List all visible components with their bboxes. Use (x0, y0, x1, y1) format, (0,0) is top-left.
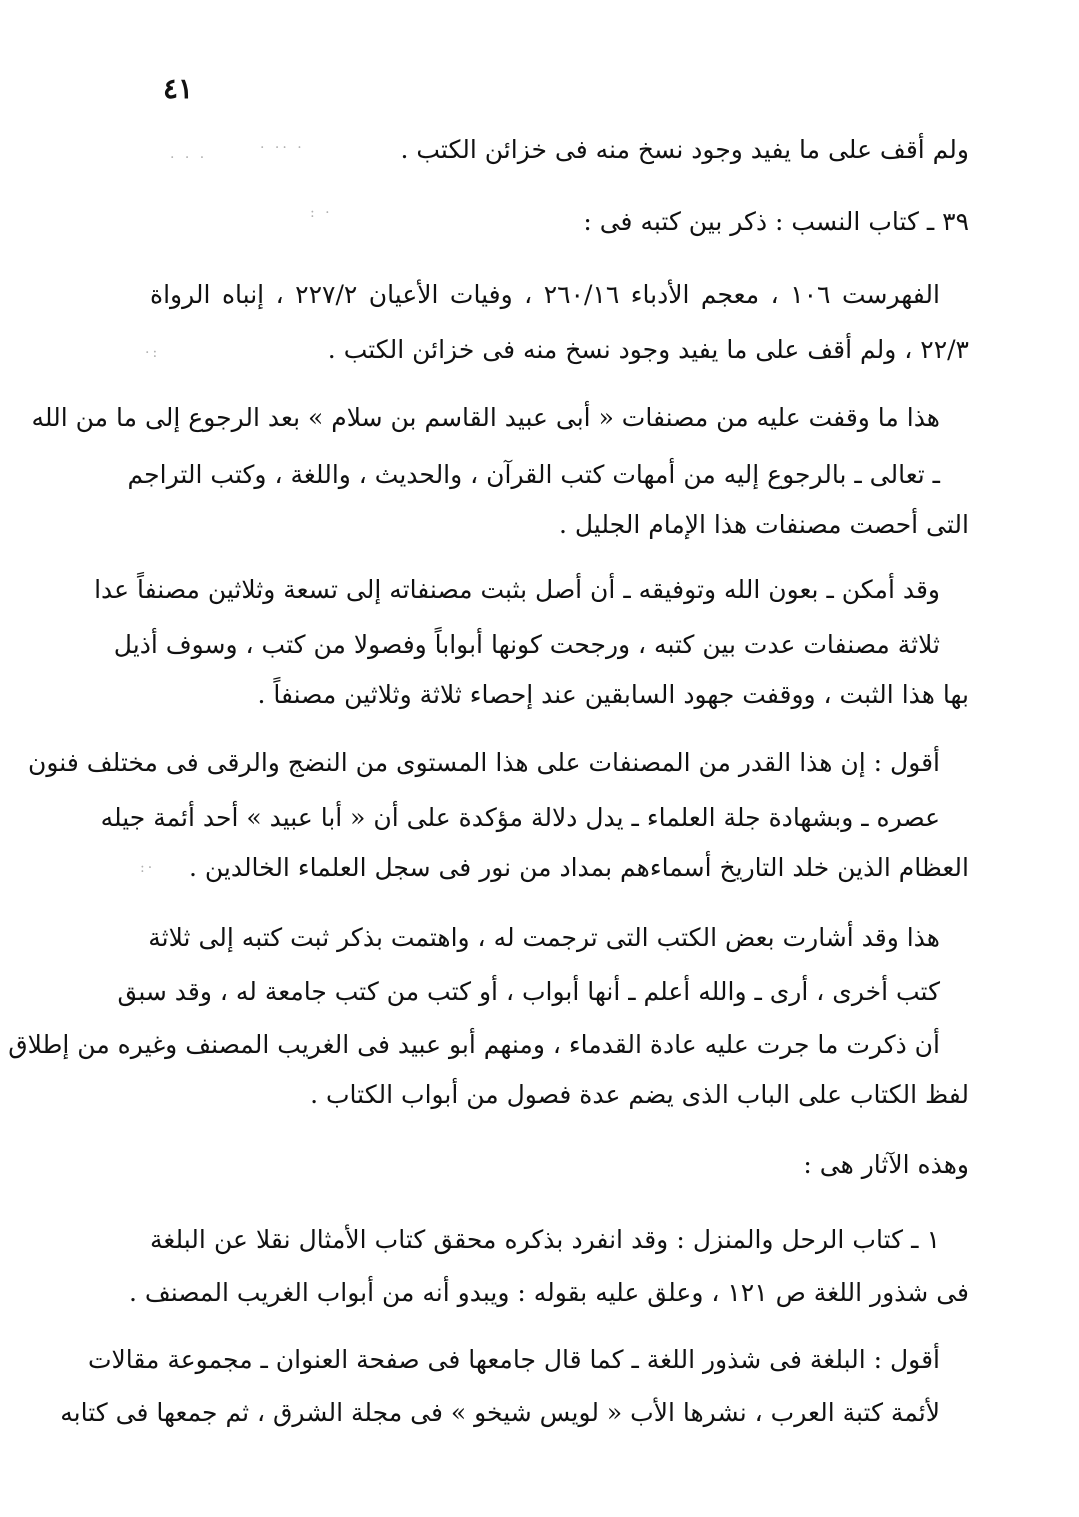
text-line: العظام الذين خلد التاريخ أسماءهم بمداد من نور فى سجل العلماء الخالدين . (188, 853, 969, 882)
text-line: فى شذور اللغة ص ١٢١ ، وعلق عليه بقوله : ويبدو أنه من أبواب الغريب المصنف . (128, 1278, 969, 1307)
text-line: وقد أمكن ـ بعون الله وتوفيقه ـ أن أصل بثبت مصنفاته إلى تسعة وثلاثين مصنفاً عدا (94, 575, 940, 604)
page-number: ٤١ (163, 72, 194, 105)
text-line: ٣٩ ـ كتاب النسب : ذكر بين كتبه فى : (583, 207, 969, 236)
text-line: أقول : البلغة فى شذور اللغة ـ كما قال جامعها فى صفحة العنوان ـ مجموعة مقالات (87, 1345, 940, 1374)
text-line: هذا ما وقفت عليه من مصنفات « أبى عبيد القاسم بن سلام » بعد الرجوع إلى ما من الله (31, 403, 940, 432)
text-line: بها هذا الثبت ، ووقفت جهود السابقين عند إحصاء ثلاثة وثلاثين مصنفاً . (257, 680, 969, 709)
text-line: كتب أخرى ، أرى ـ والله أعلم ـ أنها أبواب ، أو كتب من كتب جامعة له ، وقد سبق (117, 977, 940, 1006)
text-line: لفظ الكتاب على الباب الذى يضم عدة فصول من أبواب الكتاب . (310, 1080, 969, 1109)
text-line: ـ تعالى ـ بالرجوع إليه من أمهات كتب القرآن ، والحديث ، واللغة ، وكتب التراجم (127, 460, 940, 489)
text-line: لأئمة كتبة العرب ، نشرها الأب « لويس شيخو » فى مجلة الشرق ، ثم جمعها فى كتابه (60, 1398, 940, 1427)
scan-speck: ·: (145, 345, 161, 361)
text-line: أن ذكرت ما جرت عليه عادة القدماء ، ومنهم أبو عبيد فى الغريب المصنف وغيره من إطلاق (8, 1030, 940, 1059)
text-line: الفهرست ١٠٦ ، معجم الأدباء ٢٦٠/١٦ ، وفيات الأعيان ٢٢٧/٢ ، إنباه الرواة (150, 280, 940, 309)
scan-speck: :· (140, 860, 156, 876)
text-line: هذا وقد أشارت بعض الكتب التى ترجمت له ، واهتمت بذكر ثبت كتبه إلى ثلاثة (148, 923, 940, 952)
text-line: وهذه الآثار هى : (803, 1150, 969, 1179)
text-line: ١ ـ كتاب الرحل والمنزل : وقد انفرد بذكره محقق كتاب الأمثال نقلا عن البلغة (150, 1225, 940, 1254)
scan-speck: : · (310, 205, 333, 221)
scan-speck: · ·· · (260, 140, 305, 156)
text-line: التى أحصت مصنفات هذا الإمام الجليل . (558, 510, 969, 539)
text-line: ثلاثة مصنفات عدت بين كتبه ، ورجحت كونها أبواباً وفصولا من كتب ، وسوف أذيل (113, 630, 940, 659)
text-line: أقول : إن هذا القدر من المصنفات على هذا المستوى من النضج والرقى فى مختلف فنون (28, 748, 940, 777)
text-line: ٢٢/٣ ، ولم أقف على ما يفيد وجود نسخ منه فى خزائن الكتب . (327, 335, 969, 364)
text-line: عصره ـ وبشهادة جلة العلماء ـ يدل دلالة مؤكدة على أن « أبا عبيد » أحد أئمة جيله (100, 803, 940, 832)
text-line: ولم أقف على ما يفيد وجود نسخ منه فى خزائن الكتب . (400, 135, 969, 164)
scan-speck: · · · (170, 150, 208, 166)
